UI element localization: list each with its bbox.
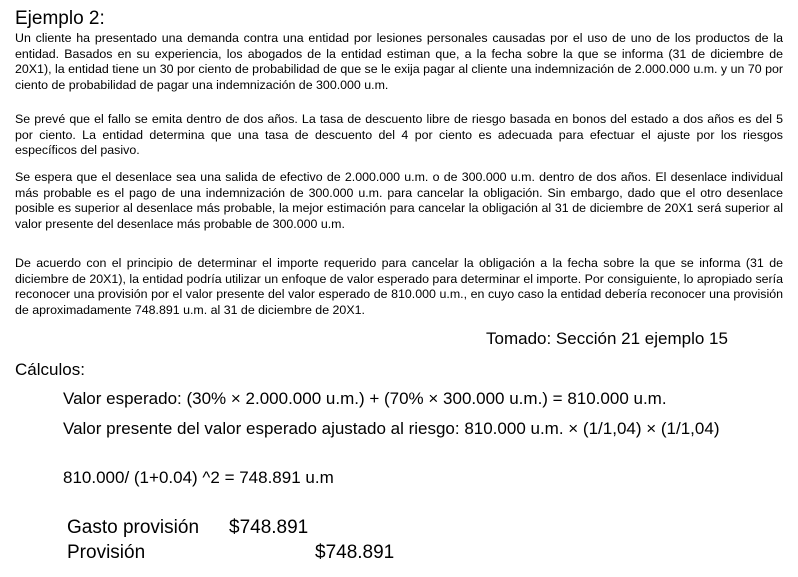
- entry-label-provision: Provisión: [67, 542, 146, 563]
- document-title: Ejemplo 2:: [15, 8, 105, 29]
- entry-amount-provision: $748.891: [315, 542, 395, 563]
- expected-value-line: Valor esperado: (30% × 2.000.000 u.m.) + (70% × 300.000 u.m.) = 810.000 u.m.: [63, 389, 667, 408]
- entry-amount-expense: $748.891: [229, 517, 309, 538]
- calculations-heading: Cálculos:: [15, 360, 85, 379]
- paragraph-discount-rate: Se prevé que el fallo se emita dentro de dos años. La tasa de descuento libre de riesgo basada en bonos del estado a dos años es del 5 por ciento. La entidad determina que una tasa de descuento del 4 por ciento es adecuada para efectuar el ajuste por los riesgos específicos del pasivo.: [15, 112, 783, 158]
- source-citation: Tomado: Sección 21 ejemplo 15: [486, 329, 728, 348]
- paragraph-outcome: Se espera que el desenlace sea una salida de efectivo de 2.000.000 u.m. o de 300.000 u.m. dentro de dos años. El desenlace individual más probable es el pago de una indemnización de 300.000 u.m. para cancelar la obligación. Sin embargo, dado que el otro desenlace posible es superior al desenlace más probable, la mejor estimación para cancelar la obligación al 31 de diciembre de 20X1 será superior al valor presente del desenlace más probable de 300.000 u.m.: [15, 170, 783, 231]
- entry-label-expense: Gasto provisión: [67, 517, 200, 538]
- present-value-line: Valor presente del valor esperado ajustado al riesgo: 810.000 u.m. × (1/1,04) × (1/1,04): [63, 419, 720, 438]
- paragraph-lawsuit: Un cliente ha presentado una demanda contra una entidad por lesiones personales causadas por el uso de uno de los productos de la entidad. Basados en su experiencia, los abogados de la entidad estiman que, a la fecha sobre la que se informa (31 de diciembre de 20X1), la entidad tiene un 30 por ciento de probabilidad de que se le exija pagar al cliente una indemnización de 2.000.000 u.m. y un 70 por ciento de probabilidad de pagar una indemnización de 300.000 u.m.: [15, 31, 783, 92]
- paragraph-conclusion: De acuerdo con el principio de determinar el importe requerido para cancelar la obligación a la fecha sobre la que se informa (31 de diciembre de 20X1), la entidad podría utilizar un enfoque de valor esperado para determinar el importe. Por consiguiente, lo apropiado sería reconocer una provisión por el valor presente del valor esperado de 810.000 u.m., en cuyo caso la entidad debería reconocer una provisión de aproximadamente 748.891 u.m. al 31 de diciembre de 20X1.: [15, 256, 783, 317]
- formula-line: 810.000/ (1+0.04) ^2 = 748.891 u.m: [63, 468, 334, 487]
